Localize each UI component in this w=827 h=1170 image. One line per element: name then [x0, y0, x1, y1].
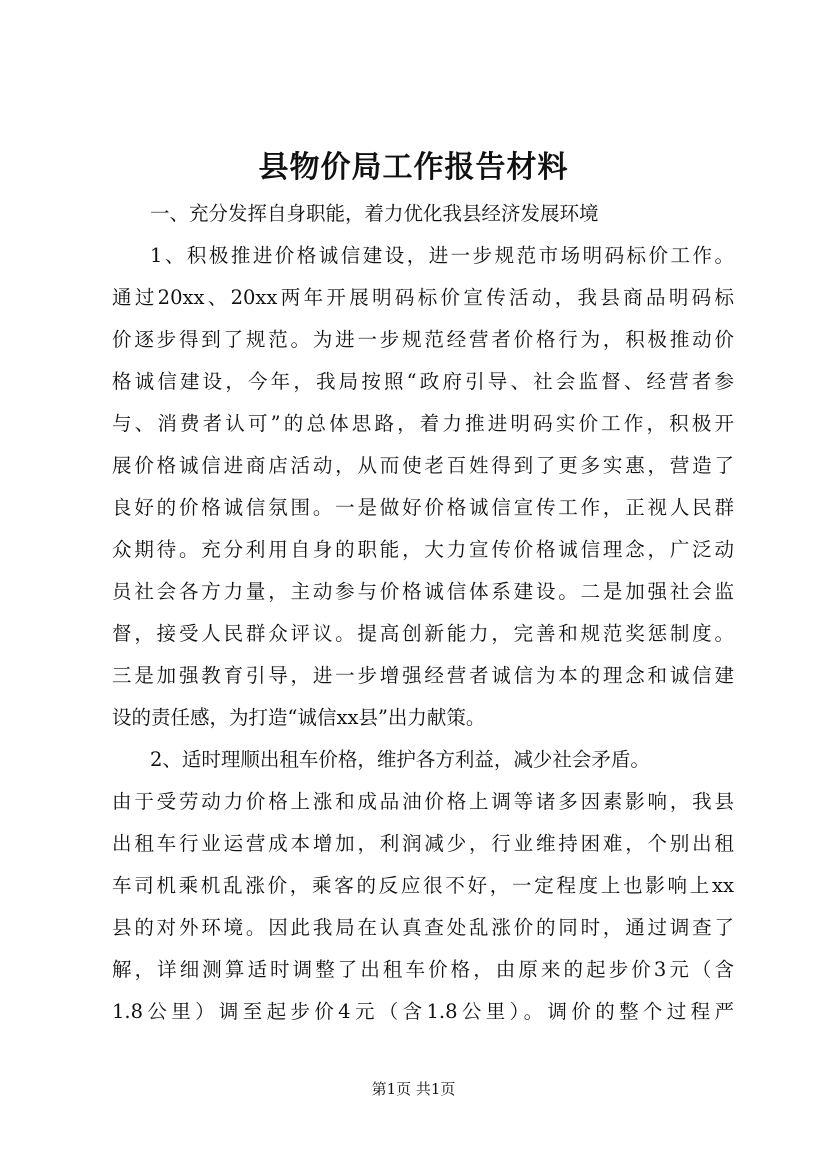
text-line: 员社会各方力量，主动参与价格诚信体系建设。二是加强社会监: [112, 580, 734, 603]
page-footer: 第1页 共1页: [371, 1080, 456, 1098]
text-line: 三是加强教育引导，进一步增强经营者诚信为本的理念和诚信建: [112, 664, 734, 687]
text-line: 1.8公里）调至起步价4元（含1.8公里）。调价的整个过程严: [112, 1000, 734, 1023]
text-line: 通过20xx、20xx两年开展明码标价宣传活动，我县商品明码标: [112, 286, 734, 309]
text-line: 价逐步得到了规范。为进一步规范经营者价格行为，积极推动价: [112, 328, 734, 351]
document-body: [112, 193, 734, 1033]
text-line: 县的对外环境。因此我局在认真查处乱涨价的同时，通过调查了: [112, 916, 734, 939]
text-line: 众期待。充分利用自身的职能，大力宣传价格诚信理念，广泛动: [112, 538, 734, 561]
text-line: 车司机乘机乱涨价，乘客的反应很不好，一定程度上也影响上xx: [112, 874, 734, 897]
text-line: 展价格诚信进商店活动，从而使老百姓得到了更多实惠，营造了: [112, 454, 734, 477]
text-line: 一、充分发挥自身职能，着力优化我县经济发展环境: [150, 202, 599, 225]
text-line: 良好的价格诚信氛围。一是做好价格诚信宣传工作，正视人民群: [112, 496, 734, 519]
text-line: 解，详细测算适时调整了出租车价格，由原来的起步价3元（含: [112, 958, 734, 981]
text-line: 与、消费者认可”的总体思路，着力推进明码实价工作，积极开: [112, 412, 734, 435]
text-line: 出租车行业运营成本增加，利润减少，行业维持困难，个别出租: [112, 832, 734, 855]
text-line: 设的责任感，为打造“诚信xx县”出力献策。: [112, 706, 486, 729]
text-line: 1、积极推进价格诚信建设，进一步规范市场明码标价工作。: [150, 244, 734, 267]
text-line: 格诚信建设，今年，我局按照“政府引导、社会监督、经营者参: [112, 370, 734, 393]
text-line: 2、适时理顺出租车价格，维护各方利益，减少社会矛盾。: [150, 748, 650, 771]
document-title: 县物价局工作报告材料: [258, 150, 569, 185]
text-line: 督，接受人民群众评议。提高创新能力，完善和规范奖惩制度。: [112, 622, 734, 645]
text-line: 由于受劳动力价格上涨和成品油价格上调等诸多因素影响，我县: [112, 790, 734, 813]
